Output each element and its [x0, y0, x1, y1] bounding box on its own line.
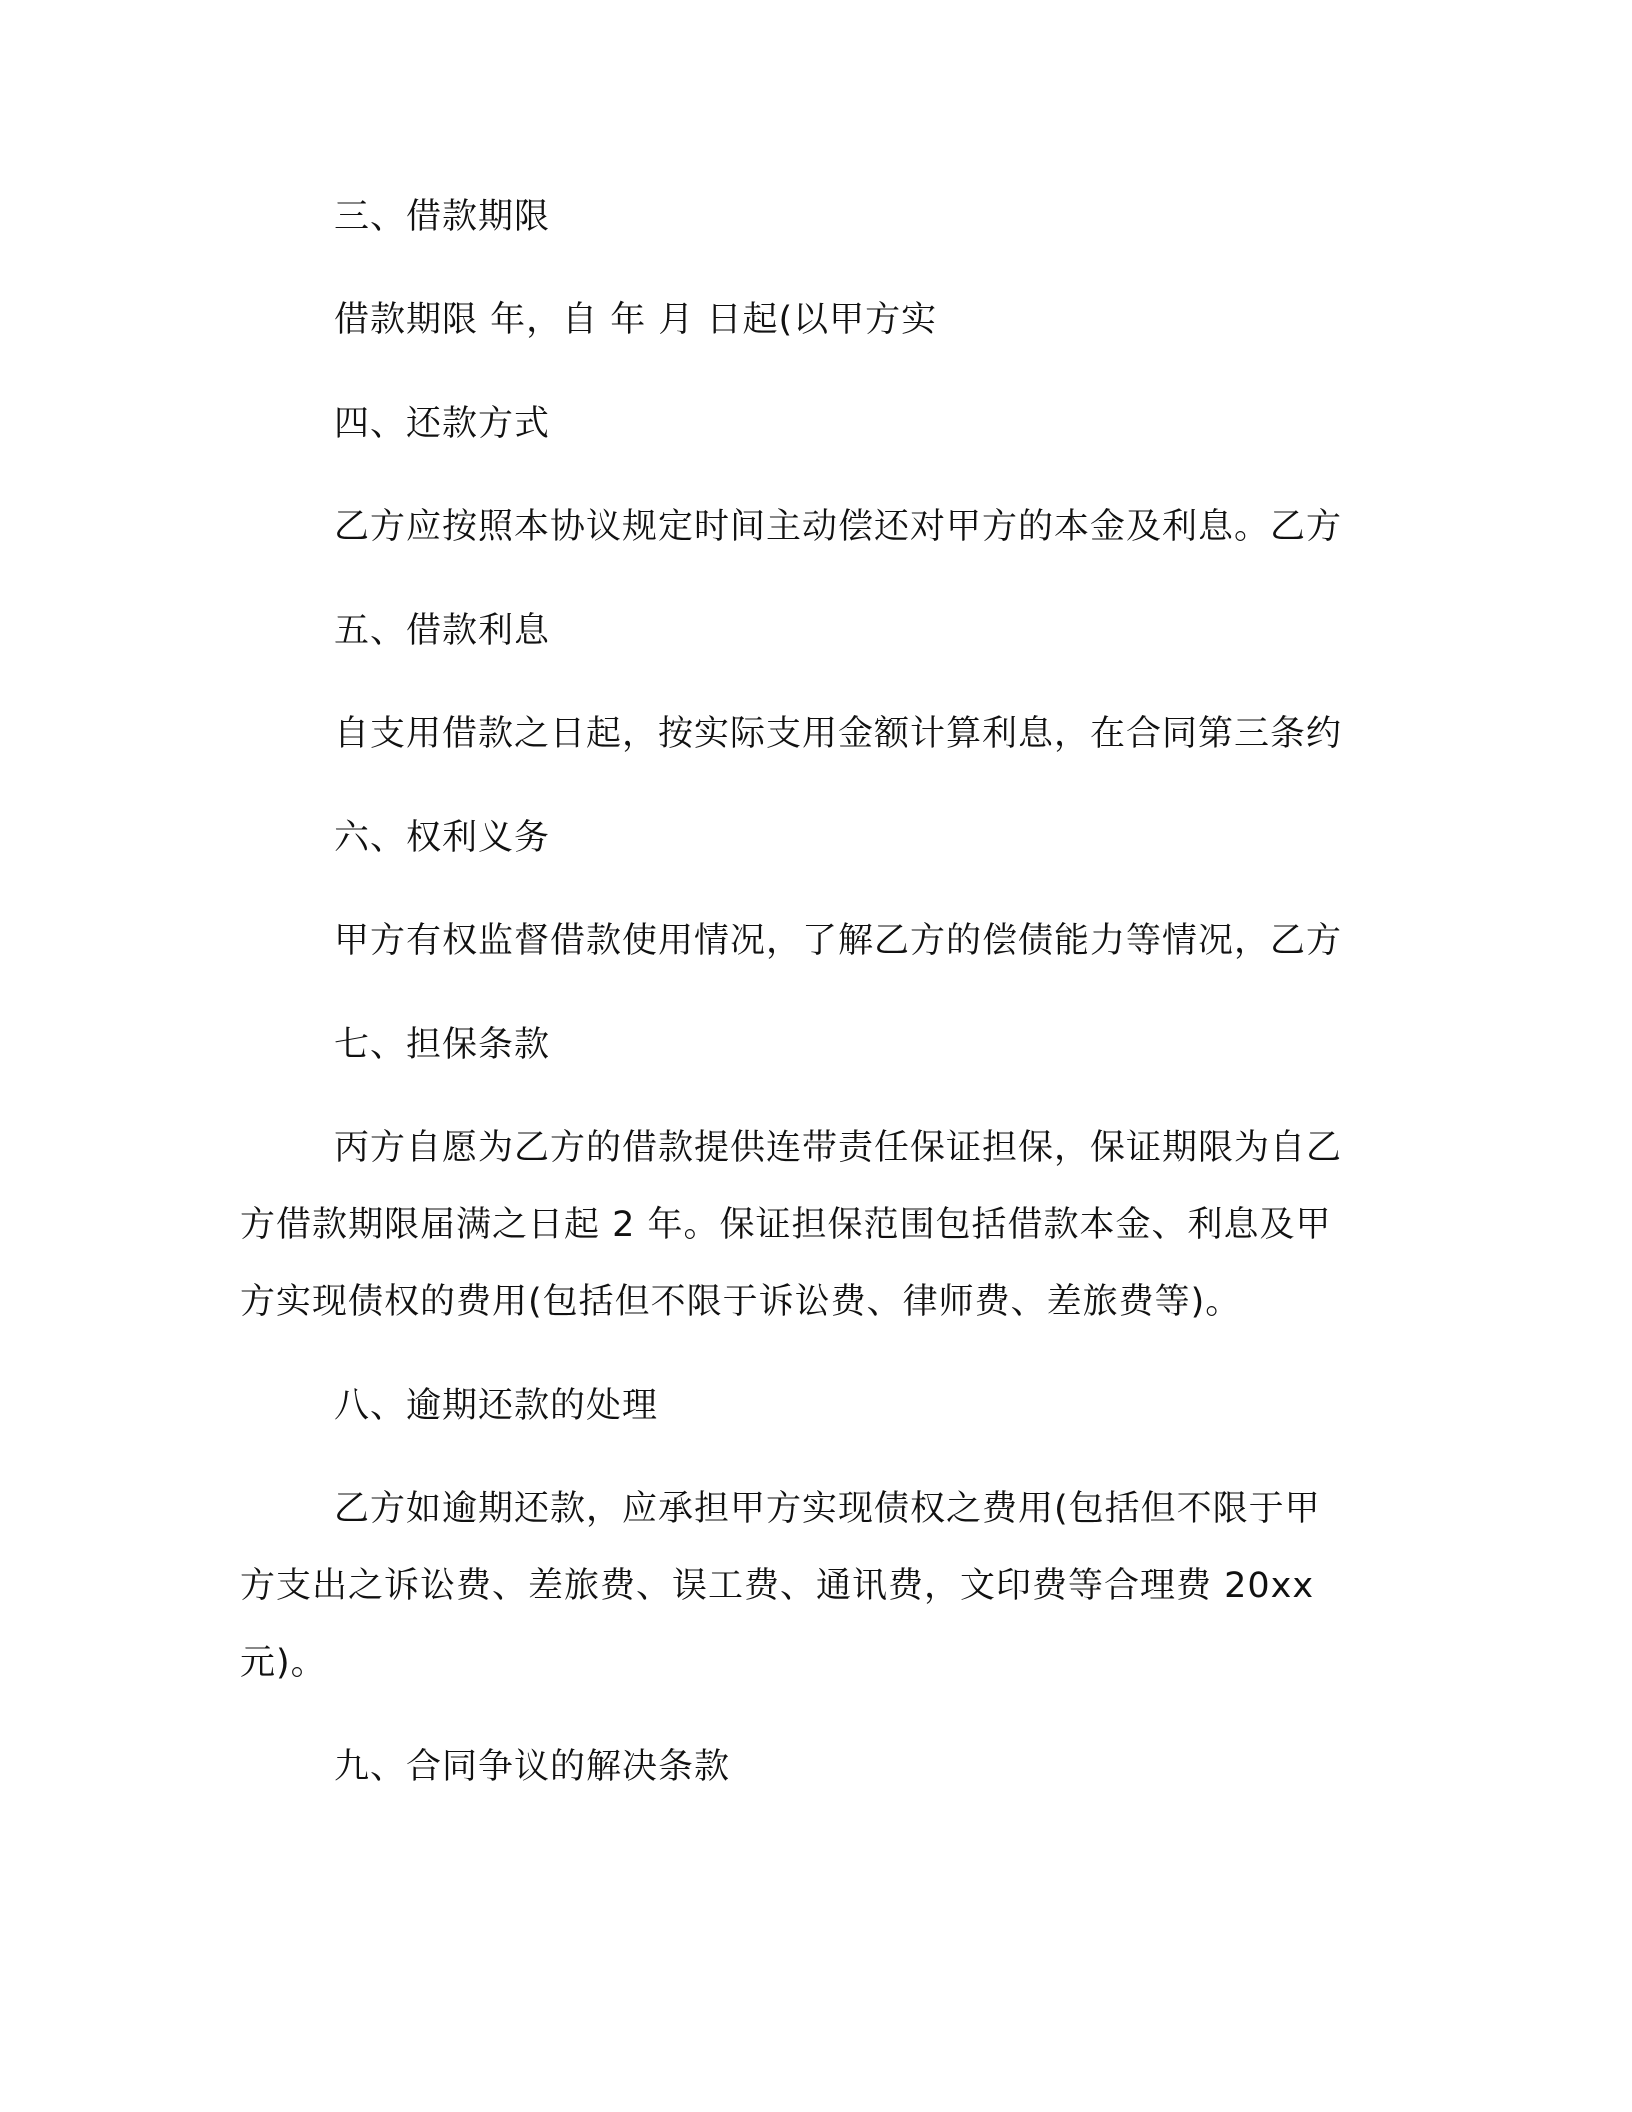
paragraph-line: 乙方如逾期还款，应承担甲方实现债权之费用(包括但不限于甲 [334, 1489, 1321, 1529]
section-heading-6: 六、权利义务 [334, 818, 551, 858]
section-heading-3: 三、借款期限 [334, 197, 551, 237]
section-heading-7: 七、担保条款 [334, 1025, 551, 1065]
paragraph-line: 丙方自愿为乙方的借款提供连带责任保证担保，保证期限为自乙 [334, 1128, 1343, 1168]
paragraph-line: 甲方有权监督借款使用情况，了解乙方的偿债能力等情况，乙方 [334, 921, 1343, 961]
section-heading-5: 五、借款利息 [334, 611, 551, 651]
paragraph-line: 借款期限 年，自 年 月 日起(以甲方实 [334, 300, 938, 340]
paragraph-line: 乙方应按照本协议规定时间主动偿还对甲方的本金及利息。乙方 [334, 507, 1343, 547]
section-heading-8: 八、逾期还款的处理 [334, 1386, 659, 1426]
paragraph-line: 方借款期限届满之日起 2 年。保证担保范围包括借款本金、利息及甲 [240, 1205, 1332, 1245]
section-heading-9: 九、合同争议的解决条款 [334, 1747, 731, 1787]
paragraph-line: 元)。 [240, 1643, 327, 1683]
paragraph-line: 方实现债权的费用(包括但不限于诉讼费、律师费、差旅费等)。 [240, 1282, 1242, 1322]
paragraph-line: 自支用借款之日起，按实际支用金额计算利息，在合同第三条约 [334, 714, 1343, 754]
section-heading-4: 四、还款方式 [334, 404, 551, 444]
paragraph-line: 方支出之诉讼费、差旅费、误工费、通讯费，文印费等合理费 20xx [240, 1566, 1315, 1606]
